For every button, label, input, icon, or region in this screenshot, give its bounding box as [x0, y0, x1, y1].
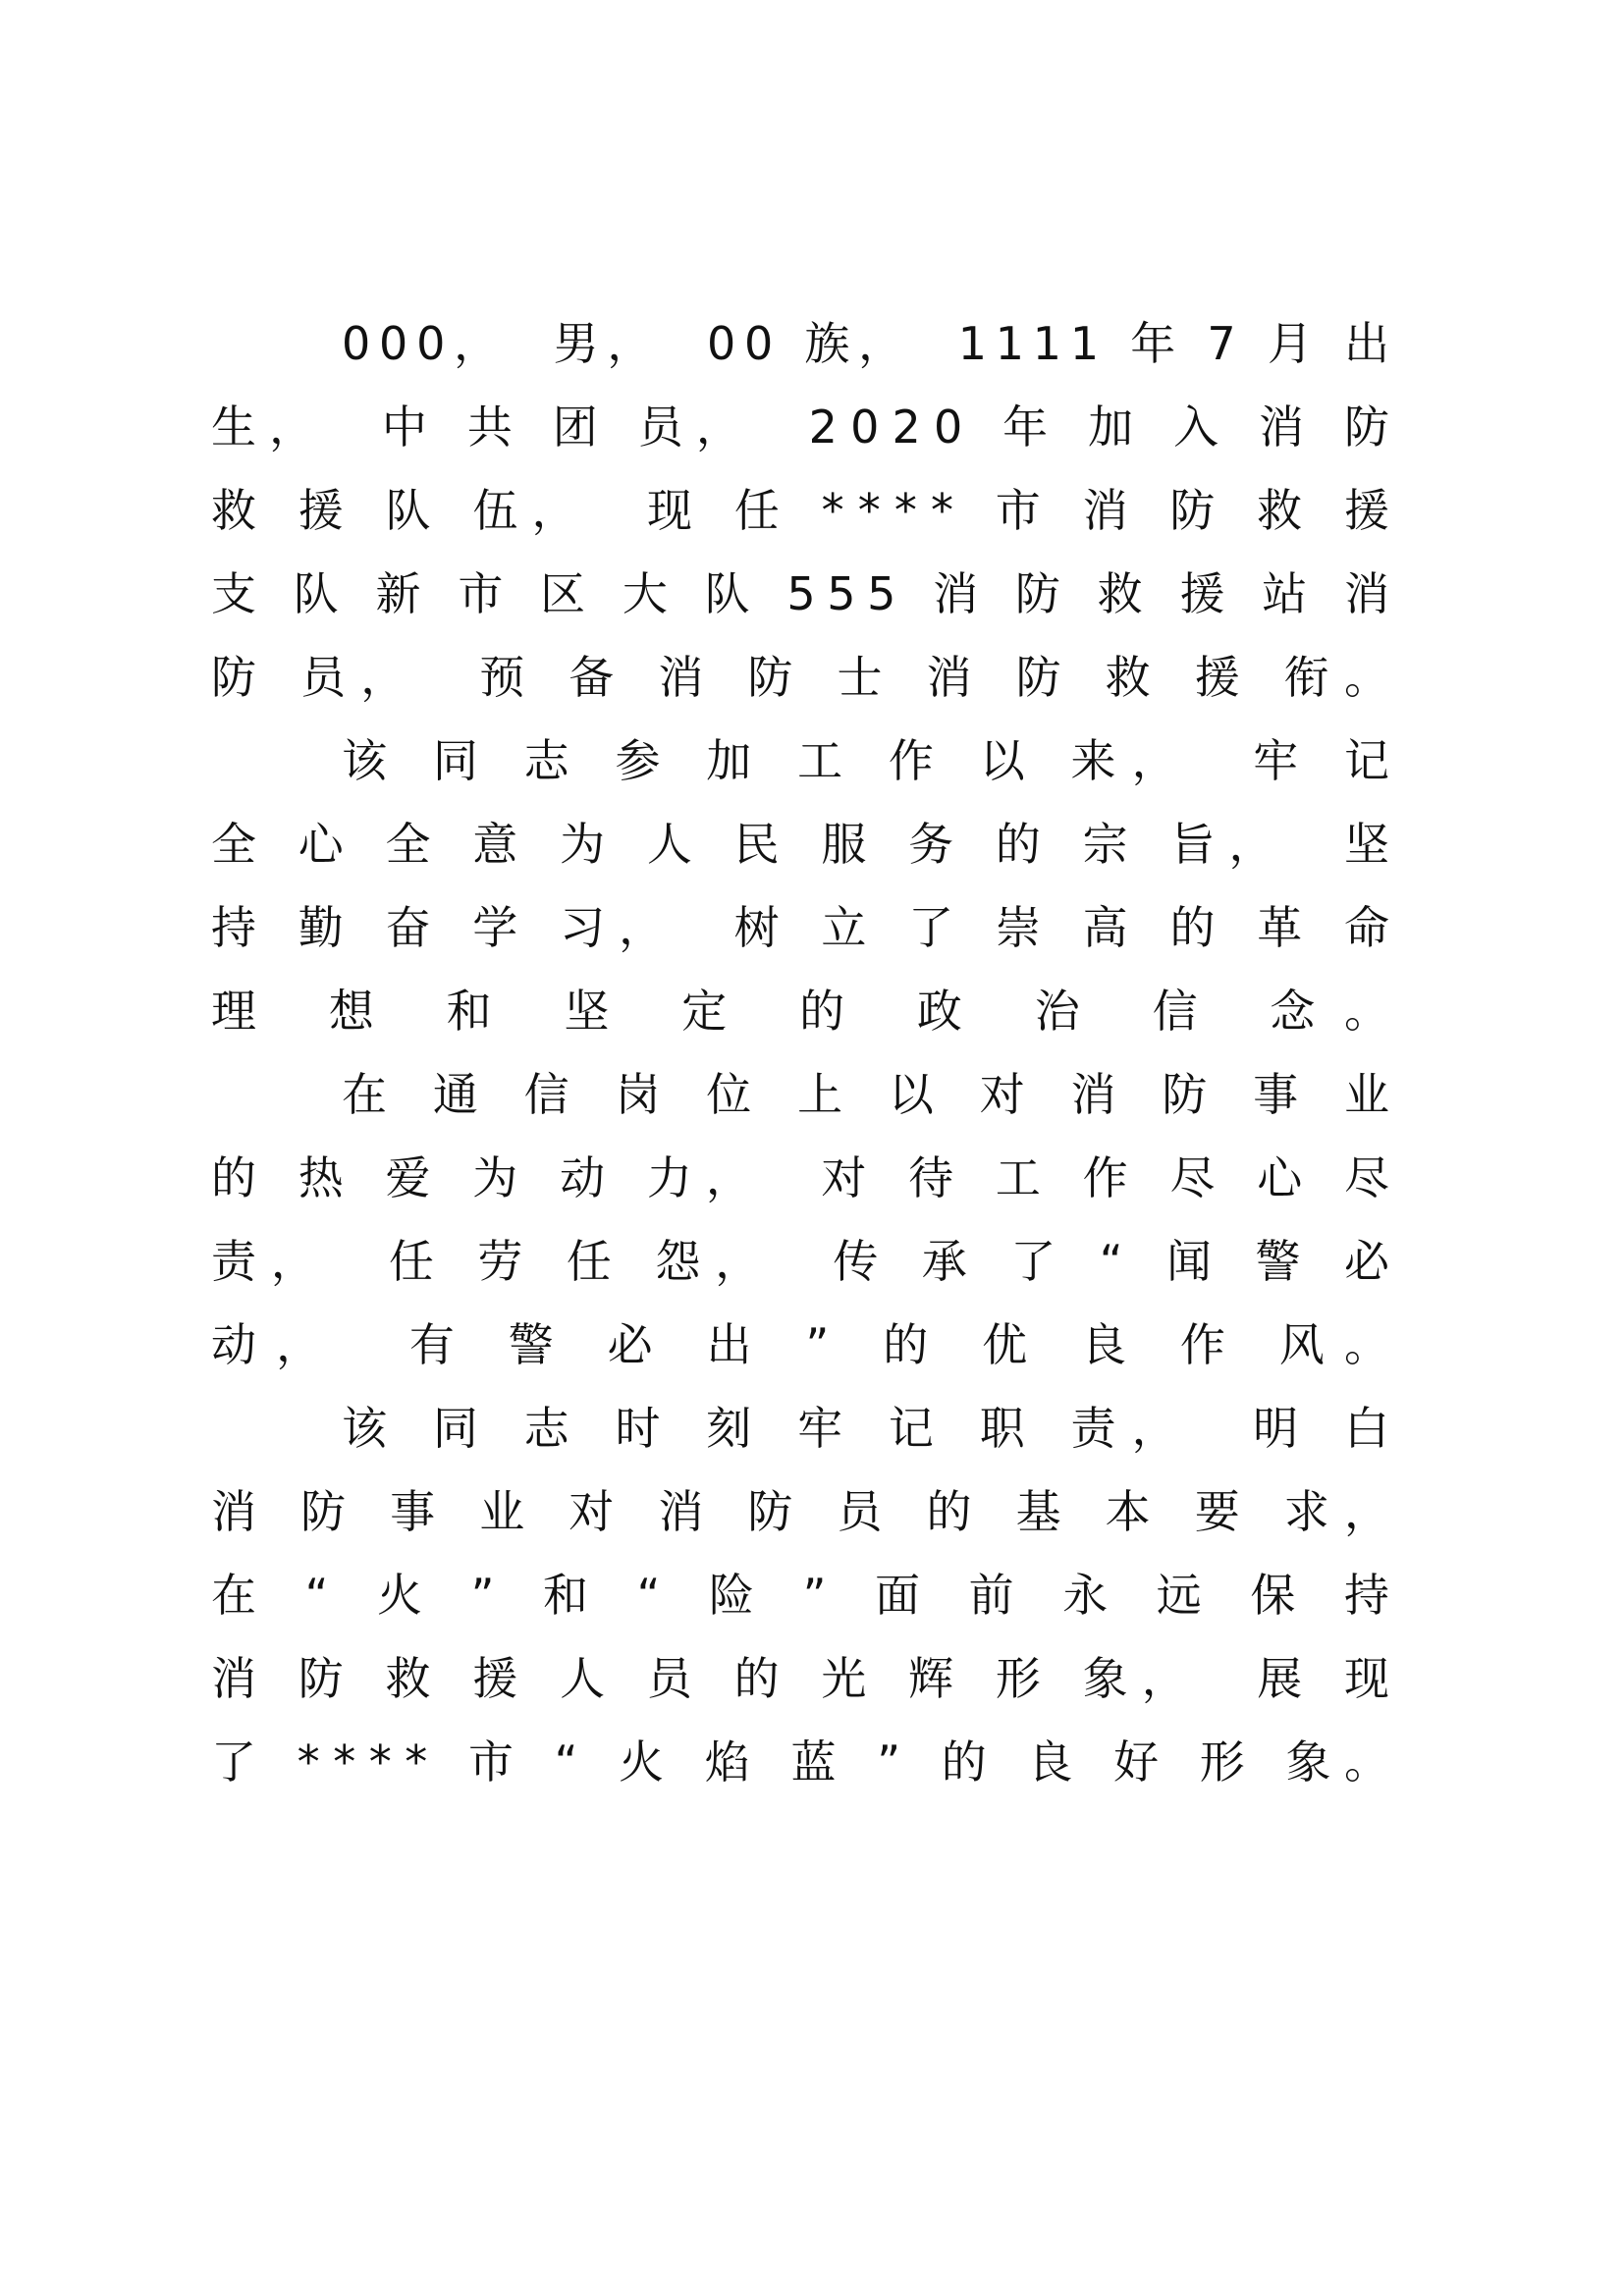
- text-line: 该 同 志 时 刻 牢 记 职 责， 明 白: [342, 1402, 1406, 1455]
- document-body: [211, 302, 1419, 1804]
- text-line: 持 勤 奋 学 习， 树 立 了 崇 高 的 革 命: [211, 901, 1404, 954]
- text-line: 防 员， 预 备 消 防 士 消 防 救 援 衔。: [211, 651, 1405, 704]
- text-line: 在 “ 火 ” 和 “ 险 ” 面 前 永 远 保 持: [211, 1569, 1407, 1622]
- text-line: 全 心 全 意 为 人 民 服 务 的 宗 旨， 坚: [211, 818, 1404, 871]
- text-line: 消 防 救 援 人 员 的 光 辉 形 象， 展 现: [211, 1652, 1404, 1705]
- text-line: 的 热 爱 为 动 力， 对 待 工 作 尽 心 尽: [211, 1151, 1404, 1204]
- text-line: 该 同 志 参 加 工 作 以 来， 牢 记: [342, 734, 1406, 787]
- text-line: 理 想 和 坚 定 的 政 治 信 念。: [211, 985, 1419, 1038]
- text-line: 动， 有 警 必 出 ” 的 优 良 作 风。: [211, 1318, 1410, 1371]
- text-line: 000， 男， 00 族， 1111 年 7 月 出: [342, 317, 1398, 370]
- text-line: 消 防 事 业 对 消 防 员 的 基 本 要 求，: [211, 1485, 1405, 1538]
- text-line: 在 通 信 岗 位 上 以 对 消 防 事 业: [342, 1068, 1406, 1121]
- text-line: 责， 任 劳 任 怨， 传 承 了 “ 闻 警 必: [211, 1235, 1404, 1288]
- text-line: 了 **** 市 “ 火 焰 蓝 ” 的 良 好 形 象。: [211, 1735, 1403, 1789]
- text-line: 救 援 队 伍， 现 任 **** 市 消 防 救 援: [211, 484, 1404, 537]
- text-line: 生， 中 共 团 员， 2020 年 加 入 消 防: [211, 400, 1403, 454]
- text-line: 支 队 新 市 区 大 队 555 消 防 救 援 站 消: [211, 567, 1401, 620]
